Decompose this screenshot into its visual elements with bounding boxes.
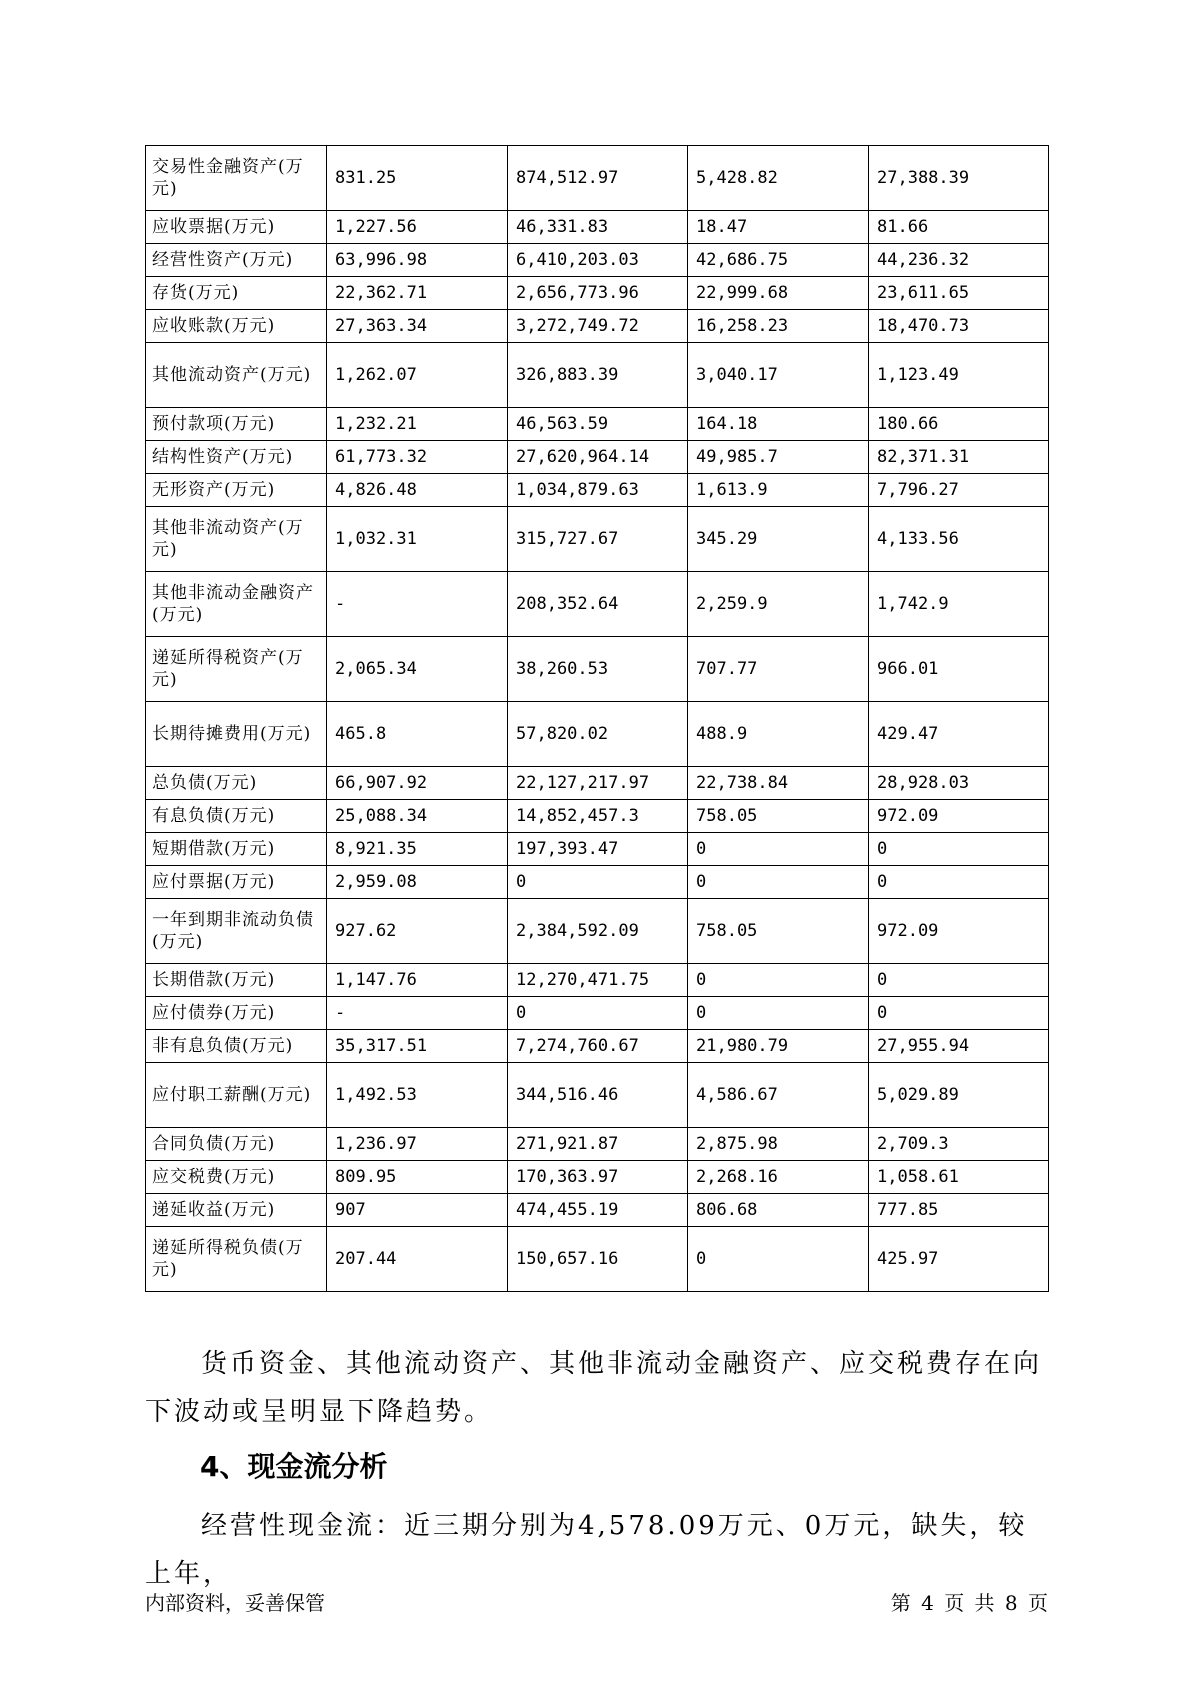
table-row xyxy=(146,441,1049,474)
row-value: 758.05 xyxy=(688,800,869,833)
row-value: 22,127,217.97 xyxy=(508,767,688,800)
row-value: 18.47 xyxy=(688,211,869,244)
table-row xyxy=(146,702,1049,767)
row-label: 其他非流动金融资产(万元) xyxy=(146,572,327,637)
analysis-paragraph: 货币资金、其他流动资产、其他非流动金融资产、应交税费存在向下波动或呈明显下降趋势。 xyxy=(145,1349,1043,1427)
row-label: 一年到期非流动负债(万元) xyxy=(146,899,327,964)
row-value: 27,363.34 xyxy=(327,310,508,343)
section-heading-cashflow: 4、现金流分析 xyxy=(200,1450,388,1483)
row-label: 无形资产(万元) xyxy=(146,474,327,507)
row-value: 28,928.03 xyxy=(869,767,1049,800)
table-row xyxy=(146,964,1049,997)
table-row xyxy=(146,572,1049,637)
row-value: 425.97 xyxy=(869,1227,1049,1292)
table-row xyxy=(146,474,1049,507)
row-value: 966.01 xyxy=(869,637,1049,702)
row-value: 345.29 xyxy=(688,507,869,572)
row-label: 其他流动资产(万元) xyxy=(146,343,327,408)
row-value: 46,331.83 xyxy=(508,211,688,244)
row-value: 0 xyxy=(688,1227,869,1292)
row-value: 874,512.97 xyxy=(508,146,688,211)
row-value: 1,742.9 xyxy=(869,572,1049,637)
row-value: 3,272,749.72 xyxy=(508,310,688,343)
table-row xyxy=(146,997,1049,1030)
row-value: 927.62 xyxy=(327,899,508,964)
row-value: 4,133.56 xyxy=(869,507,1049,572)
row-value: - xyxy=(327,997,508,1030)
row-value: 35,317.51 xyxy=(327,1030,508,1063)
row-value: 0 xyxy=(508,997,688,1030)
row-label: 应交税费(万元) xyxy=(146,1161,327,1194)
row-value: 2,875.98 xyxy=(688,1128,869,1161)
row-value: 809.95 xyxy=(327,1161,508,1194)
row-label: 非有息负债(万元) xyxy=(146,1030,327,1063)
row-value: 2,959.08 xyxy=(327,866,508,899)
row-value: 150,657.16 xyxy=(508,1227,688,1292)
row-label: 其他非流动资产(万元) xyxy=(146,507,327,572)
row-label: 经营性资产(万元) xyxy=(146,244,327,277)
row-label: 总负债(万元) xyxy=(146,767,327,800)
row-value: 831.25 xyxy=(327,146,508,211)
row-value: 2,656,773.96 xyxy=(508,277,688,310)
row-value: 22,362.71 xyxy=(327,277,508,310)
row-value: 777.85 xyxy=(869,1194,1049,1227)
row-value: 1,147.76 xyxy=(327,964,508,997)
row-value: 0 xyxy=(869,997,1049,1030)
row-value: 27,620,964.14 xyxy=(508,441,688,474)
table-row xyxy=(146,1030,1049,1063)
row-value: 1,232.21 xyxy=(327,408,508,441)
row-value: 758.05 xyxy=(688,899,869,964)
table-row xyxy=(146,1128,1049,1161)
table-row xyxy=(146,343,1049,408)
table-row xyxy=(146,277,1049,310)
row-label: 交易性金融资产(万元) xyxy=(146,146,327,211)
row-label: 递延所得税资产(万元) xyxy=(146,637,327,702)
row-value: 7,274,760.67 xyxy=(508,1030,688,1063)
row-value: 707.77 xyxy=(688,637,869,702)
row-value: 2,268.16 xyxy=(688,1161,869,1194)
row-value: 208,352.64 xyxy=(508,572,688,637)
row-value: 1,034,879.63 xyxy=(508,474,688,507)
row-label: 结构性资产(万元) xyxy=(146,441,327,474)
row-value: 7,796.27 xyxy=(869,474,1049,507)
row-label: 应付票据(万元) xyxy=(146,866,327,899)
row-value: 22,999.68 xyxy=(688,277,869,310)
table-row xyxy=(146,408,1049,441)
row-value: 2,259.9 xyxy=(688,572,869,637)
row-value: 44,236.32 xyxy=(869,244,1049,277)
row-value: 1,123.49 xyxy=(869,343,1049,408)
row-label: 应收票据(万元) xyxy=(146,211,327,244)
row-value: 1,058.61 xyxy=(869,1161,1049,1194)
footer-page-number: 第 4 页 共 8 页 xyxy=(890,1591,1048,1615)
table-row xyxy=(146,866,1049,899)
row-value: 4,586.67 xyxy=(688,1063,869,1128)
table-row xyxy=(146,244,1049,277)
row-value: 326,883.39 xyxy=(508,343,688,408)
row-value: 271,921.87 xyxy=(508,1128,688,1161)
row-value: 0 xyxy=(688,833,869,866)
footer-confidential-note: 内部资料，妥善保管 xyxy=(145,1591,325,1615)
row-value: 972.09 xyxy=(869,899,1049,964)
row-value: 61,773.32 xyxy=(327,441,508,474)
financial-table xyxy=(145,145,1049,1292)
table-row xyxy=(146,211,1049,244)
row-value: 170,363.97 xyxy=(508,1161,688,1194)
row-value: 1,262.07 xyxy=(327,343,508,408)
row-label: 合同负债(万元) xyxy=(146,1128,327,1161)
table-row xyxy=(146,899,1049,964)
row-value: 27,388.39 xyxy=(869,146,1049,211)
row-value: 0 xyxy=(688,997,869,1030)
row-value: 49,985.7 xyxy=(688,441,869,474)
row-value: 907 xyxy=(327,1194,508,1227)
row-value: 0 xyxy=(688,964,869,997)
row-value: 180.66 xyxy=(869,408,1049,441)
row-value: 429.47 xyxy=(869,702,1049,767)
row-value: 23,611.65 xyxy=(869,277,1049,310)
row-value: 5,029.89 xyxy=(869,1063,1049,1128)
row-value: 488.9 xyxy=(688,702,869,767)
row-value: 972.09 xyxy=(869,800,1049,833)
row-label: 递延所得税负债(万元) xyxy=(146,1227,327,1292)
row-value: 12,270,471.75 xyxy=(508,964,688,997)
row-label: 应付债券(万元) xyxy=(146,997,327,1030)
table-row xyxy=(146,637,1049,702)
row-value: 197,393.47 xyxy=(508,833,688,866)
row-label: 应付职工薪酬(万元) xyxy=(146,1063,327,1128)
row-value: 0 xyxy=(869,833,1049,866)
row-value: 57,820.02 xyxy=(508,702,688,767)
table-row xyxy=(146,310,1049,343)
table-row xyxy=(146,1161,1049,1194)
row-value: 42,686.75 xyxy=(688,244,869,277)
row-value: 315,727.67 xyxy=(508,507,688,572)
table-row xyxy=(146,1063,1049,1128)
table-row xyxy=(146,146,1049,211)
row-value: 474,455.19 xyxy=(508,1194,688,1227)
table-row xyxy=(146,800,1049,833)
row-value: 16,258.23 xyxy=(688,310,869,343)
row-value: 2,384,592.09 xyxy=(508,899,688,964)
row-value: 14,852,457.3 xyxy=(508,800,688,833)
row-value: 46,563.59 xyxy=(508,408,688,441)
row-value: 3,040.17 xyxy=(688,343,869,408)
row-value: 81.66 xyxy=(869,211,1049,244)
row-value: 1,227.56 xyxy=(327,211,508,244)
row-label: 应收账款(万元) xyxy=(146,310,327,343)
row-value: 164.18 xyxy=(688,408,869,441)
table-body xyxy=(146,146,1049,1292)
row-label: 存货(万元) xyxy=(146,277,327,310)
table-row xyxy=(146,1194,1049,1227)
row-value: 1,613.9 xyxy=(688,474,869,507)
table-row xyxy=(146,767,1049,800)
row-value: 66,907.92 xyxy=(327,767,508,800)
row-value: 0 xyxy=(869,964,1049,997)
row-value: 344,516.46 xyxy=(508,1063,688,1128)
row-label: 长期借款(万元) xyxy=(146,964,327,997)
row-label: 预付款项(万元) xyxy=(146,408,327,441)
row-label: 递延收益(万元) xyxy=(146,1194,327,1227)
row-label: 长期待摊费用(万元) xyxy=(146,702,327,767)
row-value: 806.68 xyxy=(688,1194,869,1227)
row-value: 0 xyxy=(508,866,688,899)
table-row xyxy=(146,1227,1049,1292)
row-value: 207.44 xyxy=(327,1227,508,1292)
table-row xyxy=(146,833,1049,866)
cashflow-paragraph: 经营性现金流：近三期分别为4,578.09万元、0万元，缺失，较上年， xyxy=(145,1511,1028,1589)
row-value: 21,980.79 xyxy=(688,1030,869,1063)
row-value: 22,738.84 xyxy=(688,767,869,800)
row-value: - xyxy=(327,572,508,637)
table-row xyxy=(146,507,1049,572)
row-value: 5,428.82 xyxy=(688,146,869,211)
row-value: 1,032.31 xyxy=(327,507,508,572)
row-value: 63,996.98 xyxy=(327,244,508,277)
row-label: 短期借款(万元) xyxy=(146,833,327,866)
row-value: 27,955.94 xyxy=(869,1030,1049,1063)
row-value: 1,492.53 xyxy=(327,1063,508,1128)
row-value: 2,065.34 xyxy=(327,637,508,702)
row-value: 1,236.97 xyxy=(327,1128,508,1161)
row-value: 0 xyxy=(688,866,869,899)
row-value: 38,260.53 xyxy=(508,637,688,702)
row-value: 82,371.31 xyxy=(869,441,1049,474)
row-value: 18,470.73 xyxy=(869,310,1049,343)
row-label: 有息负债(万元) xyxy=(146,800,327,833)
row-value: 25,088.34 xyxy=(327,800,508,833)
row-value: 8,921.35 xyxy=(327,833,508,866)
row-value: 0 xyxy=(869,866,1049,899)
row-value: 2,709.3 xyxy=(869,1128,1049,1161)
row-value: 6,410,203.03 xyxy=(508,244,688,277)
row-value: 4,826.48 xyxy=(327,474,508,507)
row-value: 465.8 xyxy=(327,702,508,767)
